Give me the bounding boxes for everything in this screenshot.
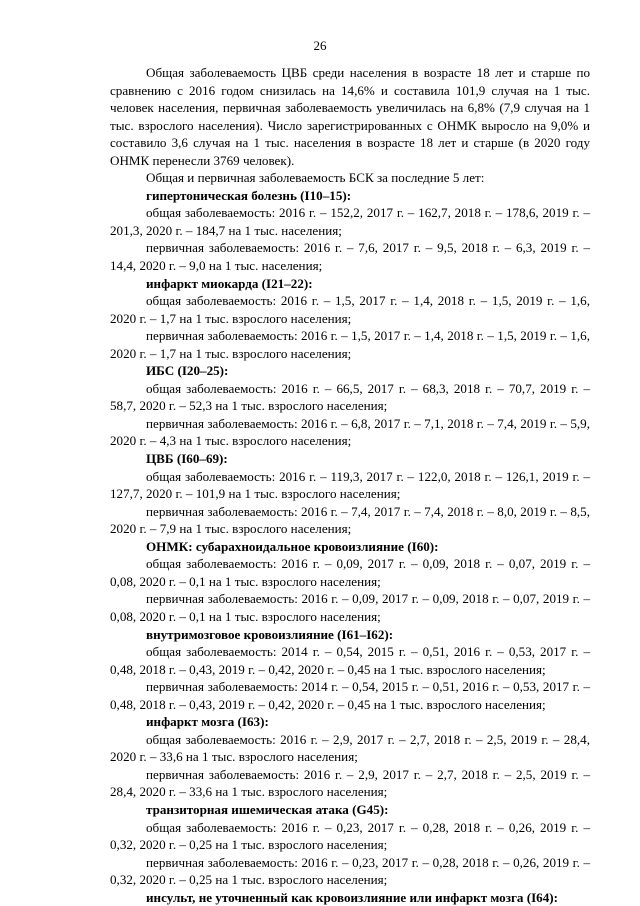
section-tia — [110, 801, 590, 889]
primary-incidence: первичная заболеваемость: 2016 г. – 0,09, 2017 г. – 0,09, 2018 г. – 0,07, 2019 г. – 0,08, 2020 г. – 0,1 на 1 тыс. взрослого населения; — [110, 591, 590, 624]
general-incidence: общая заболеваемость: 2016 г. – 66,5, 2017 г. – 68,3, 2018 г. – 70,7, 2019 г. – 58,7, 2020 г. – 52,3 на 1 тыс. взрослого населения; — [110, 380, 590, 414]
primary-incidence: первичная заболеваемость: 2016 г. – 1,5, 2017 г. – 1,4, 2018 г. – 1,5, 2019 г. – 1,6, 2020 г. – 1,7 на 1 тыс. взрослого населения; — [110, 328, 590, 361]
page-number: 26 — [313, 38, 327, 53]
section-heading: гипертоническая болезнь (I10–15): — [146, 187, 352, 203]
primary-incidence: первичная заболеваемость: 2016 г. – 6,8, 2017 г. – 7,1, 2018 г. – 7,4, 2019 г. – 5,9, 2020 г. – 4,3 на 1 тыс. взрослого населения; — [110, 415, 590, 449]
general-incidence: общая заболеваемость: 2016 г. – 1,5, 2017 г. – 1,4, 2018 г. – 1,5, 2019 г. – 1,6, 2020 г. – 1,7 на 1 тыс. взрослого населения; — [110, 293, 590, 326]
general-incidence: общая заболеваемость: 2016 г. – 0,09, 2017 г. – 0,09, 2018 г. – 0,07, 2019 г. – 0,08, 2020 г. – 0,1 на 1 тыс. взрослого населения; — [110, 556, 590, 589]
section-heading: ЦВБ (I60–69): — [146, 451, 228, 467]
primary-incidence: первичная заболеваемость: 2016 г. – 2,9, 2017 г. – 2,7, 2018 г. – 2,5, 2019 г. – 28,4, 2020 г. – 33,6 на 1 тыс. взрослого населения; — [110, 766, 590, 800]
primary-incidence: первичная заболеваемость: 2016 г. – 0,23, 2017 г. – 0,28, 2018 г. – 0,26, 2019 г. – 0,32, 2020 г. – 0,25 на 1 тыс. взрослого населения; — [110, 854, 590, 888]
primary-incidence: первичная заболеваемость: 2016 г. – 7,4, 2017 г. – 7,4, 2018 г. – 8,0, 2019 г. – 8,5, 2020 г. – 7,9 на 1 тыс. взрослого населения; — [110, 503, 590, 537]
section-heading: инфаркт миокарда (I21–22): — [146, 275, 313, 291]
final-section-heading: инсульт, не уточненный как кровоизлияние или инфаркт мозга (I64): — [146, 889, 558, 905]
general-incidence: общая заболеваемость: 2016 г. – 152,2, 2017 г. – 162,7, 2018 г. – 178,6, 2019 г. – 201,3, 2020 г. – 184,7 на 1 тыс. населения; — [110, 205, 590, 238]
section-heading: ИБС (I20–25): — [146, 363, 229, 379]
primary-incidence: первичная заболеваемость: 2014 г. – 0,54, 2015 г. – 0,51, 2016 г. – 0,53, 2017 г. – 0,48, 2018 г. – 0,43, 2019 г. – 0,42, 2020 г. – 0,45 на 1 тыс. взрослого населения; — [110, 679, 590, 712]
section-subarachnoid-hemorrhage — [110, 538, 590, 626]
general-incidence: общая заболеваемость: 2016 г. – 119,3, 2017 г. – 122,0, 2018 г. – 126,1, 2019 г. – 127,7, 2020 г. – 101,9 на 1 тыс. взрослого населения; — [110, 468, 590, 502]
section-heading: транзиторная ишемическая атака (G45): — [146, 801, 389, 817]
section-heading: инфаркт мозга (I63): — [146, 714, 269, 730]
section-cerebral-infarction — [110, 713, 590, 801]
section-heading: ОНМК: субарахноидальное кровоизлияние (I60): — [146, 538, 439, 554]
intro-paragraph: Общая заболеваемость ЦВБ среди населения в возрасте 18 лет и старше по сравнению с 2016 годом снизилась на 14,6% и составила 101,9 случая на 1 тыс. человек населения, первичная заболеваемость увеличилась на 6,8% (7,9 случая на 1 тыс. взрослого населения). Число зарегистрированных с ОНМК выросло на 9,0% и составило 3,6 случая на 1 тыс. населения в возрасте 18 лет и старше (в 2020 году ОНМК перенесли 3769 человек). — [110, 65, 590, 168]
section-intracerebral-hemorrhage — [110, 626, 590, 714]
section-ihd — [110, 362, 590, 450]
general-incidence: общая заболеваемость: 2016 г. – 2,9, 2017 г. – 2,7, 2018 г. – 2,5, 2019 г. – 28,4, 2020 г. – 33,6 на 1 тыс. взрослого населения; — [110, 731, 590, 765]
section-intro: Общая и первичная заболеваемость БСК за последние 5 лет: — [146, 170, 485, 186]
section-myocardial-infarction — [110, 275, 590, 363]
section-heading: внутримозговое кровоизлияние (I61–I62): — [146, 626, 394, 642]
general-incidence: общая заболеваемость: 2014 г. – 0,54, 2015 г. – 0,51, 2016 г. – 0,53, 2017 г. – 0,48, 2018 г. – 0,43, 2019 г. – 0,42, 2020 г. – 0,45 на 1 тыс. взрослого населения; — [110, 644, 590, 677]
document-body — [110, 64, 590, 906]
section-cvd — [110, 450, 590, 538]
section-hypertension — [110, 187, 590, 275]
primary-incidence: первичная заболеваемость: 2016 г. – 7,6, 2017 г. – 9,5, 2018 г. – 6,3, 2019 г. – 14,4, 2020 г. – 9,0 на 1 тыс. населения; — [110, 240, 590, 274]
general-incidence: общая заболеваемость: 2016 г. – 0,23, 2017 г. – 0,28, 2018 г. – 0,26, 2019 г. – 0,32, 2020 г. – 0,25 на 1 тыс. взрослого населения; — [110, 819, 590, 853]
